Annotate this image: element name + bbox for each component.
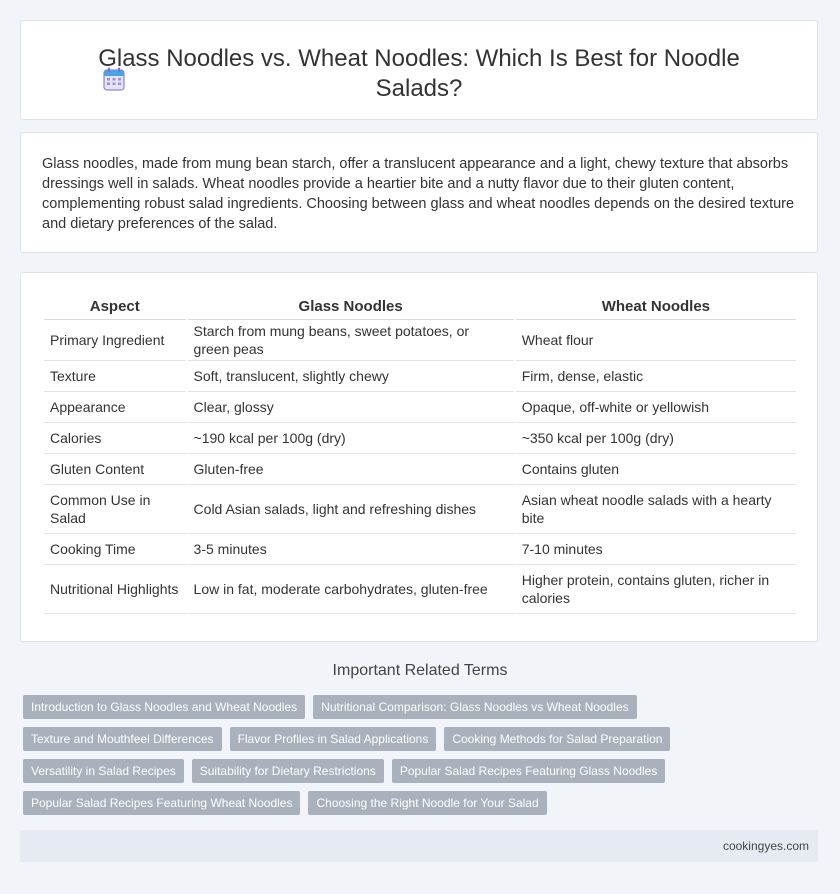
cell-wheat: Higher protein, contains gluten, richer in calories bbox=[516, 565, 796, 614]
intro-card bbox=[20, 132, 818, 253]
cell-aspect: Texture bbox=[44, 361, 186, 392]
title-card bbox=[20, 20, 818, 120]
related-term-tag[interactable]: Versatility in Salad Recipes bbox=[23, 759, 184, 783]
cell-wheat: Firm, dense, elastic bbox=[516, 361, 796, 392]
cell-aspect: Appearance bbox=[44, 392, 186, 423]
footer-site-name[interactable]: cookingyes.com bbox=[722, 839, 809, 853]
footer bbox=[20, 830, 818, 862]
cell-glass: Cold Asian salads, light and refreshing dishes bbox=[188, 485, 514, 534]
related-term-tag[interactable]: Introduction to Glass Noodles and Wheat Noodles bbox=[23, 695, 305, 719]
header-glass-noodles: Glass Noodles bbox=[188, 293, 514, 320]
comparison-table bbox=[42, 293, 798, 614]
tag-row bbox=[23, 727, 813, 751]
cell-wheat: Wheat flour bbox=[516, 320, 796, 361]
cell-aspect: Gluten Content bbox=[44, 454, 186, 485]
tag-row bbox=[23, 695, 813, 719]
table-row bbox=[44, 534, 796, 565]
table-row bbox=[44, 361, 796, 392]
comparison-card bbox=[20, 272, 818, 642]
cell-aspect: Primary Ingredient bbox=[44, 320, 186, 361]
cell-glass: Clear, glossy bbox=[188, 392, 514, 423]
header-wheat-noodles: Wheat Noodles bbox=[516, 293, 796, 320]
related-term-tag[interactable]: Choosing the Right Noodle for Your Salad bbox=[308, 791, 546, 815]
related-terms-title: Important Related Terms bbox=[332, 662, 508, 679]
cell-wheat: Asian wheat noodle salads with a hearty bite bbox=[516, 485, 796, 534]
table-row bbox=[44, 454, 796, 485]
related-term-tag[interactable]: Texture and Mouthfeel Differences bbox=[23, 727, 222, 751]
cell-aspect: Cooking Time bbox=[44, 534, 186, 565]
cell-wheat: Opaque, off-white or yellowish bbox=[516, 392, 796, 423]
cell-wheat: Contains gluten bbox=[516, 454, 796, 485]
tag-row bbox=[23, 791, 813, 815]
cell-glass: 3-5 minutes bbox=[188, 534, 514, 565]
cell-wheat: 7-10 minutes bbox=[516, 534, 796, 565]
table-row bbox=[44, 565, 796, 614]
tag-row bbox=[23, 759, 813, 783]
cell-glass: Gluten-free bbox=[188, 454, 514, 485]
table-row bbox=[44, 320, 796, 361]
intro-paragraph: Glass noodles, made from mung bean starch, offer a translucent appearance and a light, chewy texture that absorbs dressings well in salads. Wheat noodles provide a heartier bite and a nutty flavor due to their gluten content, complementing robust salad ingredients. Choosing between glass and wheat noodles depends on the desired texture and dietary preferences of the salad. bbox=[42, 156, 795, 232]
related-term-tag[interactable]: Nutritional Comparison: Glass Noodles vs Wheat Noodles bbox=[313, 695, 636, 719]
cell-glass: ~190 kcal per 100g (dry) bbox=[188, 423, 514, 454]
table-row bbox=[44, 392, 796, 423]
table-row bbox=[44, 485, 796, 534]
cell-aspect: Nutritional Highlights bbox=[44, 565, 186, 614]
table-header-row bbox=[44, 293, 796, 320]
related-term-tag[interactable]: Flavor Profiles in Salad Applications bbox=[230, 727, 437, 751]
related-term-tag[interactable]: Popular Salad Recipes Featuring Wheat Noodles bbox=[23, 791, 300, 815]
related-term-tag[interactable]: Suitability for Dietary Restrictions bbox=[192, 759, 384, 783]
related-term-tag[interactable]: Popular Salad Recipes Featuring Glass Noodles bbox=[392, 759, 665, 783]
related-term-tag[interactable]: Cooking Methods for Salad Preparation bbox=[444, 727, 670, 751]
cell-glass: Low in fat, moderate carbohydrates, gluten-free bbox=[188, 565, 514, 614]
page-title: Glass Noodles vs. Wheat Noodles: Which Is Best for Noodle Salads? bbox=[98, 45, 740, 102]
cell-aspect: Common Use in Salad bbox=[44, 485, 186, 534]
header-aspect: Aspect bbox=[44, 293, 186, 320]
table-row bbox=[44, 423, 796, 454]
cell-aspect: Calories bbox=[44, 423, 186, 454]
related-terms-list bbox=[23, 695, 813, 823]
cell-glass: Soft, translucent, slightly chewy bbox=[188, 361, 514, 392]
cell-wheat: ~350 kcal per 100g (dry) bbox=[516, 423, 796, 454]
cell-glass: Starch from mung beans, sweet potatoes, or green peas bbox=[188, 320, 514, 361]
